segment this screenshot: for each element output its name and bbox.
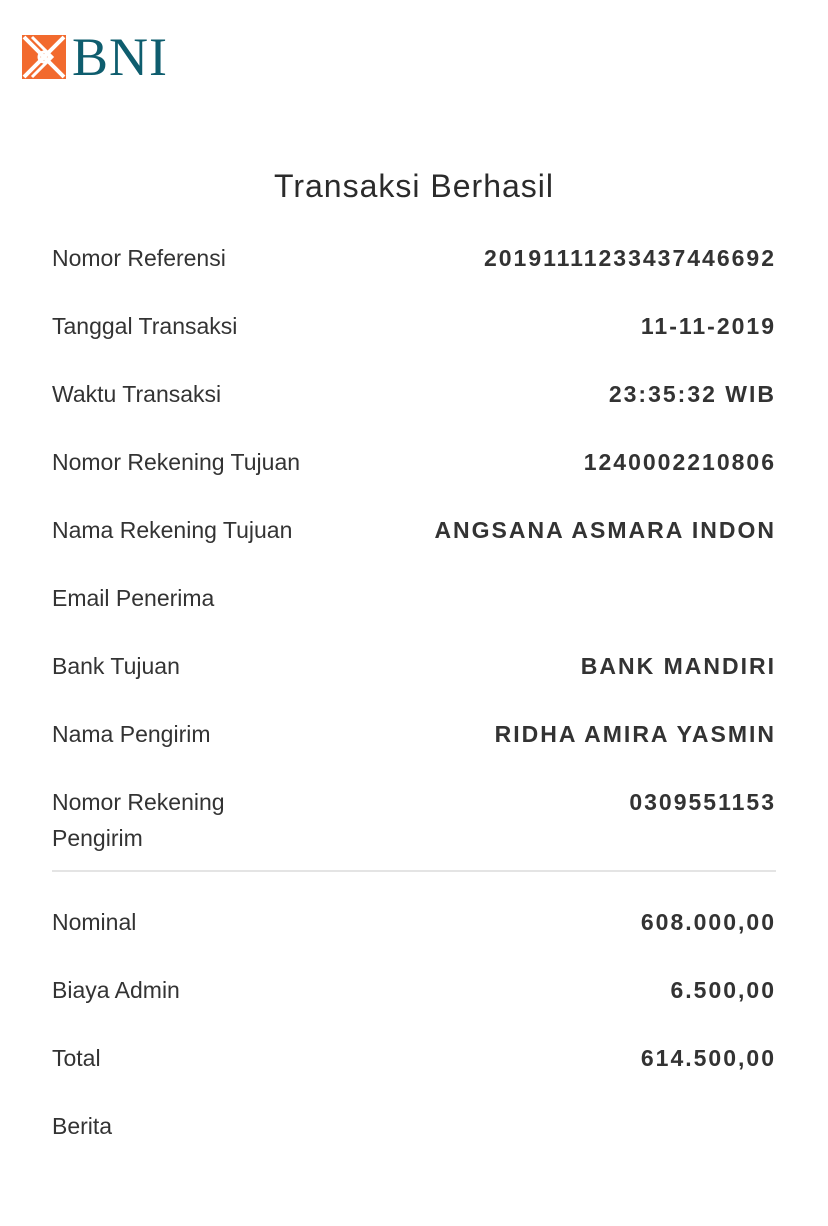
row-bank-tujuan bbox=[52, 648, 776, 716]
label-nominal: Nominal bbox=[52, 909, 137, 935]
value-nominal: 608.000,00 bbox=[640, 909, 776, 935]
section-divider bbox=[52, 870, 776, 872]
label-total: Total bbox=[52, 1045, 101, 1071]
row-nama-pengirim bbox=[52, 716, 776, 784]
row-email-penerima bbox=[52, 580, 776, 648]
bni-logo-mark-icon bbox=[22, 35, 66, 79]
label-email-penerima: Email Penerima bbox=[52, 585, 215, 611]
row-nama-rekening-tujuan bbox=[52, 512, 776, 580]
bni-logo bbox=[22, 27, 168, 87]
value-waktu-transaksi: 23:35:32 WIB bbox=[608, 381, 776, 407]
row-nominal bbox=[52, 904, 776, 972]
value-nama-rekening-tujuan: ANGSANA ASMARA INDON bbox=[434, 517, 776, 543]
label-biaya-admin: Biaya Admin bbox=[52, 977, 180, 1003]
bni-logo-text: BNI bbox=[72, 27, 168, 87]
label-nama-rekening-tujuan: Nama Rekening Tujuan bbox=[52, 517, 293, 543]
label-nomor-rekening-pengirim: Nomor Rekening Pengirim bbox=[52, 789, 225, 851]
label-waktu-transaksi: Waktu Transaksi bbox=[52, 381, 222, 407]
label-bank-tujuan: Bank Tujuan bbox=[52, 653, 180, 679]
row-nomor-rekening-tujuan bbox=[52, 444, 776, 512]
value-total: 614.500,00 bbox=[640, 1045, 776, 1071]
row-waktu-transaksi bbox=[52, 376, 776, 444]
label-tanggal-transaksi: Tanggal Transaksi bbox=[52, 313, 238, 339]
label-nomor-rekening-tujuan: Nomor Rekening Tujuan bbox=[52, 449, 301, 475]
row-nomor-rekening-pengirim bbox=[52, 784, 776, 870]
row-tanggal-transaksi bbox=[52, 308, 776, 376]
value-biaya-admin: 6.500,00 bbox=[670, 977, 776, 1003]
value-nama-pengirim: RIDHA AMIRA YASMIN bbox=[494, 721, 776, 747]
label-nomor-referensi: Nomor Referensi bbox=[52, 245, 226, 271]
page-title: Transaksi Berhasil bbox=[273, 168, 554, 204]
value-bank-tujuan: BANK MANDIRI bbox=[580, 653, 776, 679]
row-berita bbox=[52, 1108, 776, 1176]
value-tanggal-transaksi: 11-11-2019 bbox=[640, 313, 776, 339]
row-biaya-admin bbox=[52, 972, 776, 1040]
value-nomor-rekening-tujuan: 1240002210806 bbox=[583, 449, 776, 475]
row-total bbox=[52, 1040, 776, 1108]
value-nomor-rekening-pengirim: 0309551153 bbox=[629, 789, 776, 815]
label-berita: Berita bbox=[52, 1113, 113, 1139]
row-nomor-referensi bbox=[52, 240, 776, 308]
value-nomor-referensi: 20191111233437446692 bbox=[483, 245, 776, 271]
label-nama-pengirim: Nama Pengirim bbox=[52, 721, 211, 747]
transaction-details bbox=[52, 240, 776, 1176]
